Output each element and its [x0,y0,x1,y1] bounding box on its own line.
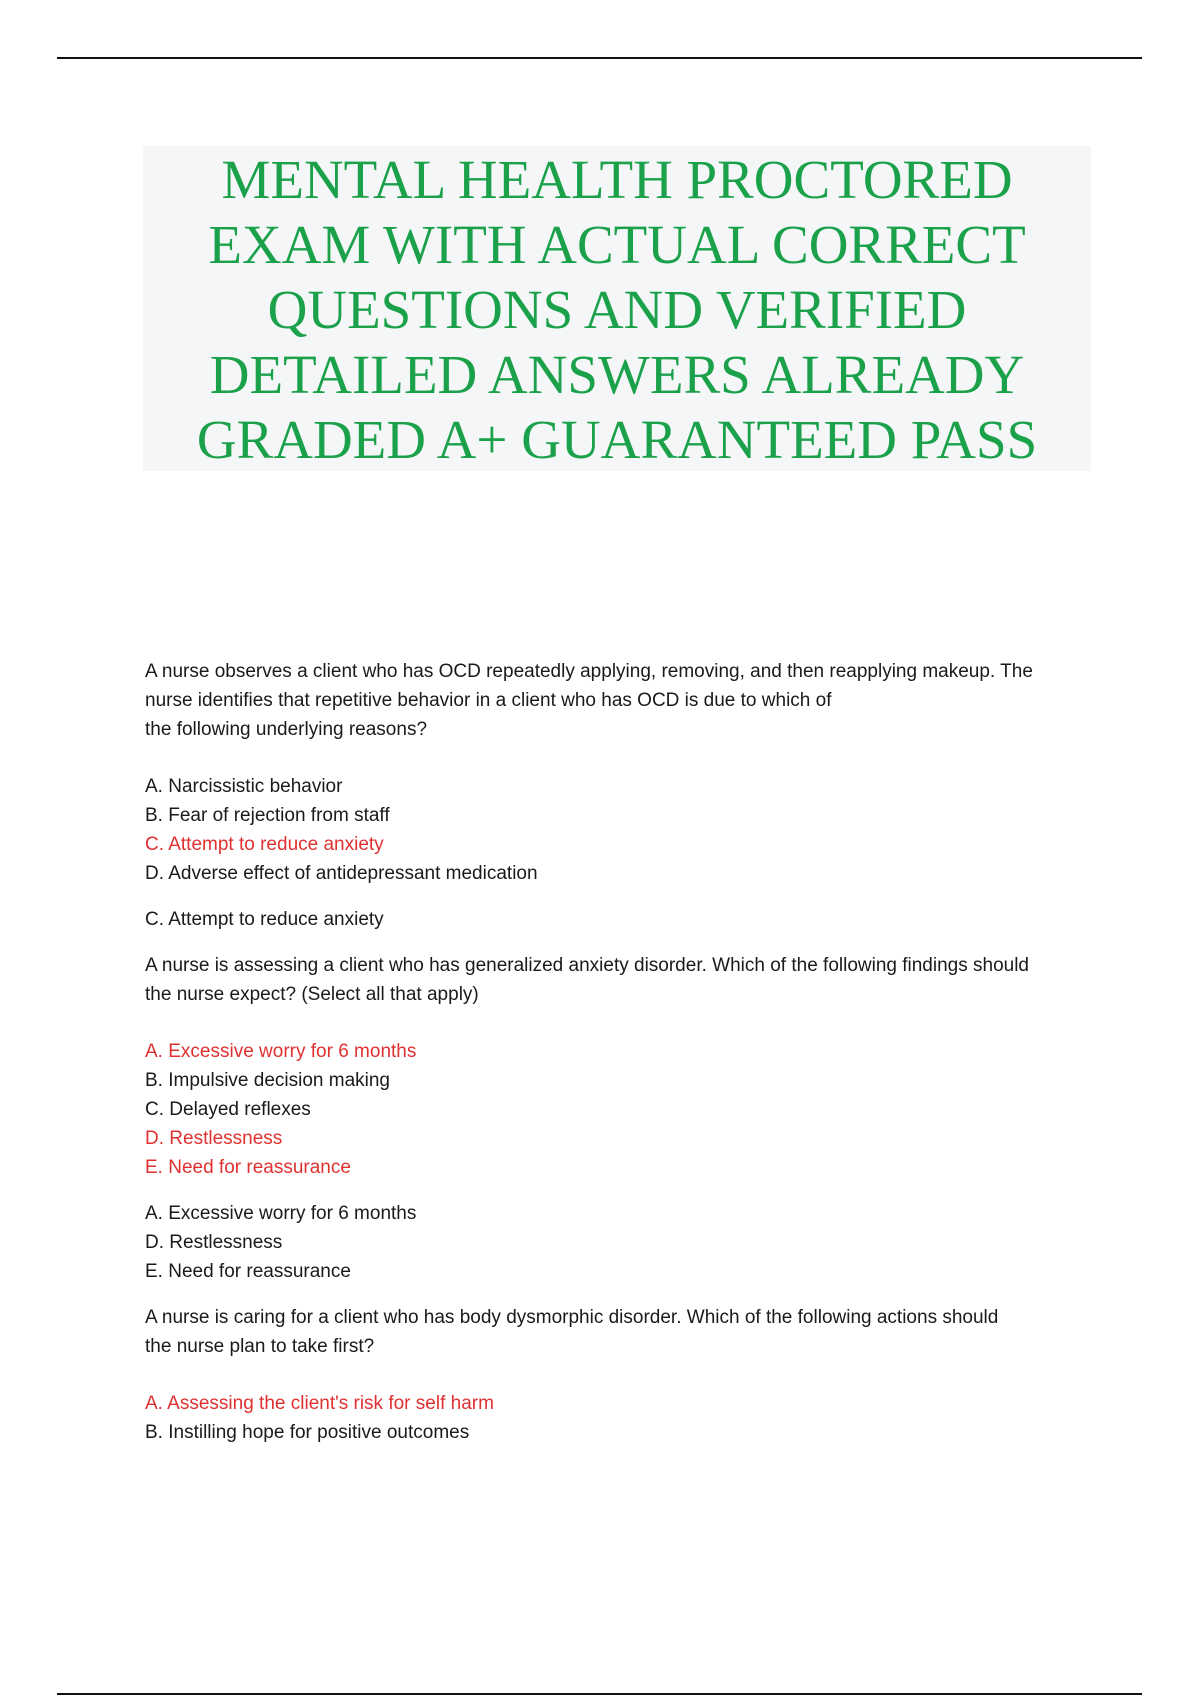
title-line: MENTAL HEALTH PROCTORED [221,149,1013,210]
question-stem-line: the nurse expect? (Select all that apply) [145,984,479,1005]
question-stem-line: A nurse is caring for a client who has body dysmorphic disorder. Which of the following actions should [145,1307,999,1328]
answer-line: C. Attempt to reduce anxiety [145,909,384,930]
option: C. Delayed reflexes [145,1099,311,1120]
correct-option: A. Assessing the client's risk for self harm [145,1393,494,1414]
question-stem-line: the nurse plan to take first? [145,1336,375,1357]
question-stem-line: A nurse observes a client who has OCD repeatedly applying, removing, and then reapplying makeup. The [145,661,1033,682]
answer-line: A. Excessive worry for 6 months [145,1203,417,1224]
question-stem-line: A nurse is assessing a client who has generalized anxiety disorder. Which of the following findings should [145,955,1030,976]
title-line: QUESTIONS AND VERIFIED [267,279,967,340]
option: B. Impulsive decision making [145,1070,390,1091]
correct-option: D. Restlessness [145,1128,283,1149]
question-1 [145,657,1105,934]
correct-option: C. Attempt to reduce anxiety [145,834,384,855]
correct-option: E. Need for reassurance [145,1157,351,1178]
answer-line: D. Restlessness [145,1232,283,1253]
correct-option: A. Excessive worry for 6 months [145,1041,417,1062]
header-rule [57,57,1142,59]
question-list [145,657,1105,1447]
option: B. Fear of rejection from staff [145,805,390,826]
question-3 [145,1303,1105,1447]
title-line: GRADED A+ GUARANTEED PASS [196,409,1038,470]
document-title [143,146,1091,471]
question-stem-line: the following underlying reasons? [145,719,428,740]
footer-rule [57,1693,1142,1695]
answer-line: E. Need for reassurance [145,1261,351,1282]
option: B. Instilling hope for positive outcomes [145,1422,470,1443]
option: D. Adverse effect of antidepressant medication [145,863,538,884]
question-stem-line: nurse identifies that repetitive behavior in a client who has OCD is due to which of [145,690,832,711]
option: A. Narcissistic behavior [145,776,343,797]
question-2 [145,951,1105,1286]
title-line: DETAILED ANSWERS ALREADY [209,344,1025,405]
title-line: EXAM WITH ACTUAL CORRECT [208,214,1026,275]
